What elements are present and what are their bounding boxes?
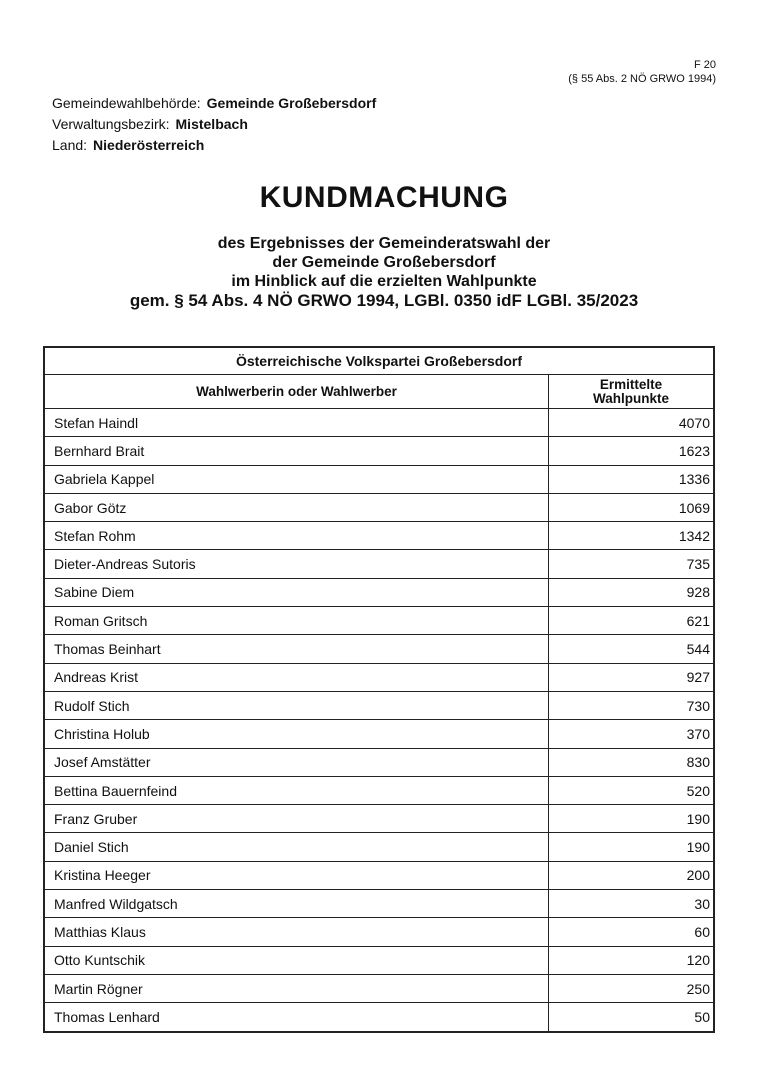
table-row: [44, 578, 714, 606]
candidate-name: Gabor Götz: [44, 493, 549, 521]
candidate-points: 520: [549, 776, 715, 804]
candidate-name: Kristina Heeger: [44, 861, 549, 889]
table-row: [44, 890, 714, 918]
candidate-points: 120: [549, 946, 715, 974]
table-row: [44, 861, 714, 889]
district-value: Mistelbach: [175, 116, 248, 132]
candidate-name: Manfred Wildgatsch: [44, 890, 549, 918]
candidate-name: Otto Kuntschik: [44, 946, 549, 974]
candidate-points: 928: [549, 578, 715, 606]
authority-info: [52, 93, 376, 156]
candidate-points: 1623: [549, 437, 715, 465]
form-reference: [568, 58, 716, 86]
form-legal-reference: (§ 55 Abs. 2 NÖ GRWO 1994): [568, 73, 716, 85]
table-row: [44, 720, 714, 748]
table-row: [44, 409, 714, 437]
table-row: [44, 465, 714, 493]
table-row: [44, 607, 714, 635]
candidate-points: 4070: [549, 409, 715, 437]
table-row: [44, 691, 714, 719]
table-row: [44, 663, 714, 691]
candidate-points: 735: [549, 550, 715, 578]
subtitle-line-1: des Ergebnisses der Gemeinderatswahl der: [217, 235, 551, 252]
candidate-name: Daniel Stich: [44, 833, 549, 861]
candidate-name: Stefan Haindl: [44, 409, 549, 437]
subtitle-line-3: im Hinblick auf die erzielten Wahlpunkte: [231, 273, 537, 290]
table-row: [44, 550, 714, 578]
state-label: Land:: [52, 137, 88, 153]
subtitle-line-4: gem. § 54 Abs. 4 NÖ GRWO 1994, LGBl. 0350 idF LGBl. 35/2023: [129, 291, 639, 310]
candidate-points: 370: [549, 720, 715, 748]
candidate-name: Josef Amstätter: [44, 748, 549, 776]
candidate-name: Gabriela Kappel: [44, 465, 549, 493]
column-header-points: [549, 375, 715, 409]
column-header-points-line-2: Wahlpunkte: [593, 390, 669, 406]
candidate-points: 730: [549, 691, 715, 719]
candidate-points: 1342: [549, 522, 715, 550]
party-name: Österreichische Volkspartei Großebersdorf: [44, 347, 714, 375]
candidate-points: 50: [549, 1003, 715, 1032]
party-header-row: [44, 347, 714, 375]
candidate-points: 200: [549, 861, 715, 889]
table-row: [44, 493, 714, 521]
table-row: [44, 833, 714, 861]
candidate-name: Rudolf Stich: [44, 691, 549, 719]
candidate-points: 621: [549, 607, 715, 635]
document-title: KUNDMACHUNG: [259, 181, 509, 214]
candidate-name: Andreas Krist: [44, 663, 549, 691]
state-value: Niederösterreich: [93, 137, 205, 153]
form-code: F 20: [693, 59, 716, 71]
candidate-name: Dieter-Andreas Sutoris: [44, 550, 549, 578]
table-row: [44, 974, 714, 1002]
column-header-points-line-1: Ermittelte: [599, 376, 663, 392]
table-row: [44, 918, 714, 946]
candidate-points: 544: [549, 635, 715, 663]
table-row: [44, 437, 714, 465]
candidate-name: Sabine Diem: [44, 578, 549, 606]
document-subtitle: [0, 234, 768, 310]
district-row: [52, 114, 376, 135]
table-row: [44, 748, 714, 776]
authority-value: Gemeinde Großebersdorf: [206, 95, 377, 111]
candidate-points: 190: [549, 805, 715, 833]
column-header-row: [44, 375, 714, 409]
table-row: [44, 1003, 714, 1032]
candidate-points: 60: [549, 918, 715, 946]
candidate-name: Thomas Lenhard: [44, 1003, 549, 1032]
results-table: [43, 346, 715, 1033]
column-header-candidate: Wahlwerberin oder Wahlwerber: [44, 375, 549, 409]
candidate-name: Bernhard Brait: [44, 437, 549, 465]
subtitle-line-2: der Gemeinde Großebersdorf: [272, 254, 496, 271]
candidate-points: 250: [549, 974, 715, 1002]
candidate-points: 830: [549, 748, 715, 776]
state-row: [52, 135, 376, 156]
table-row: [44, 635, 714, 663]
candidate-points: 190: [549, 833, 715, 861]
district-label: Verwaltungsbezirk:: [52, 116, 170, 132]
candidate-name: Martin Rögner: [44, 974, 549, 1002]
table-row: [44, 776, 714, 804]
candidate-points: 927: [549, 663, 715, 691]
candidate-name: Matthias Klaus: [44, 918, 549, 946]
candidate-name: Roman Gritsch: [44, 607, 549, 635]
table-row: [44, 946, 714, 974]
candidate-points: 1336: [549, 465, 715, 493]
candidate-name: Thomas Beinhart: [44, 635, 549, 663]
authority-label: Gemeindewahlbehörde:: [52, 95, 201, 111]
table-row: [44, 805, 714, 833]
candidate-points: 30: [549, 890, 715, 918]
candidate-name: Christina Holub: [44, 720, 549, 748]
authority-row: [52, 93, 376, 114]
table-row: [44, 522, 714, 550]
candidate-name: Stefan Rohm: [44, 522, 549, 550]
candidate-name: Franz Gruber: [44, 805, 549, 833]
candidate-name: Bettina Bauernfeind: [44, 776, 549, 804]
candidate-points: 1069: [549, 493, 715, 521]
